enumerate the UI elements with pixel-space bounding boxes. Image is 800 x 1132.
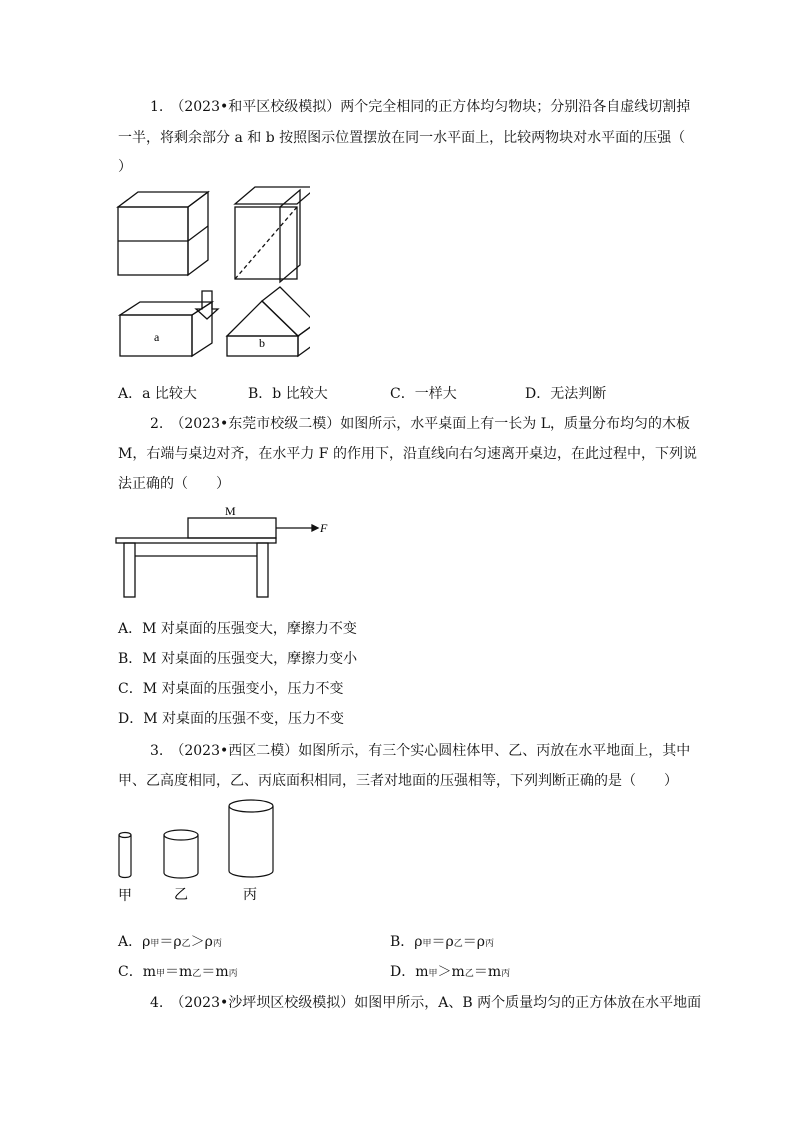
q3-option-b[interactable]: B．ρ甲＝ρ乙＝ρ丙 [390,934,495,950]
q1-stem-line-1: 1. （2023•和平区校级模拟）两个完全相同的正方体均匀物块；分别沿各自虚线切割掉 [150,99,691,115]
q2-stem-line-3: 法正确的（ ） [118,476,230,492]
q3-cylinder-yi [164,830,198,878]
q3-label-jia: 甲 [118,889,132,904]
q2-figure [110,500,340,600]
q1-stem-line-3: ） [118,159,132,175]
q1-option-a[interactable]: A．a 比较大 [118,386,197,402]
q1-label-a: a [154,330,160,344]
q2-table [116,538,276,597]
q3-cylinder-bing [229,800,273,877]
q3-option-a[interactable]: A．ρ甲＝ρ乙＞ρ丙 [118,934,222,950]
q2-stem-line-1: 2. （2023•东莞市校级二模）如图所示，水平桌面上有一长为 L，质量分布均匀的木板 [150,416,690,432]
q2-option-d[interactable]: D．M 对桌面的压强不变，压力不变 [118,711,345,727]
q2-force-arrow-icon [276,525,318,531]
q2-option-c[interactable]: C．M 对桌面的压强变小，压力不变 [118,681,344,697]
q1-option-d[interactable]: D．无法判断 [525,386,607,402]
q2-label-m: M [225,504,236,518]
q2-option-a[interactable]: A．M 对桌面的压强变大，摩擦力不变 [118,621,357,637]
q2-board-m [188,518,276,538]
q3-label-yi: 乙 [174,888,188,903]
q3-cylinder-jia [119,833,131,878]
q2-label-f: F [320,521,328,535]
q3-option-d[interactable]: D．m甲＞m乙＝m丙 [390,964,511,980]
q2-stem-line-2: M，右端与桌边对齐，在水平力 F 的作用下，沿直线向右匀速离开桌边，在此过程中，下列说 [118,446,697,462]
q1-cube-left [118,192,208,275]
q1-figure [110,185,310,365]
q3-figure [110,795,280,907]
q3-stem-line-2: 甲、乙高度相同，乙、丙底面积相同，三者对地面的压强相等，下列判断正确的是（ ） [118,773,678,789]
q1-stem-line-2: 一半，将剩余部分 a 和 b 按照图示位置摆放在同一水平面上，比较两物块对水平面的压强（ [118,130,686,146]
q1-block-a [120,302,212,356]
q3-stem-line-1: 3. （2023•西区二模）如图所示，有三个实心圆柱体甲、乙、丙放在水平地面上，其中 [150,743,691,759]
q1-label-b: b [259,336,265,350]
q3-label-bing: 丙 [243,888,257,903]
q4-stem-line-1: 4. （2023•沙坪坝区校级模拟）如图甲所示，A、B 两个质量均匀的正方体放在水平地面 [150,995,702,1011]
q1-option-c[interactable]: C．一样大 [390,386,457,402]
q2-option-b[interactable]: B．M 对桌面的压强变大，摩擦力变小 [118,651,358,667]
q1-block-b [227,287,310,356]
q1-cube-right [235,187,310,282]
q1-option-b[interactable]: B．b 比较大 [248,386,328,402]
q3-option-c[interactable]: C．m甲＝m乙＝m丙 [118,964,238,980]
